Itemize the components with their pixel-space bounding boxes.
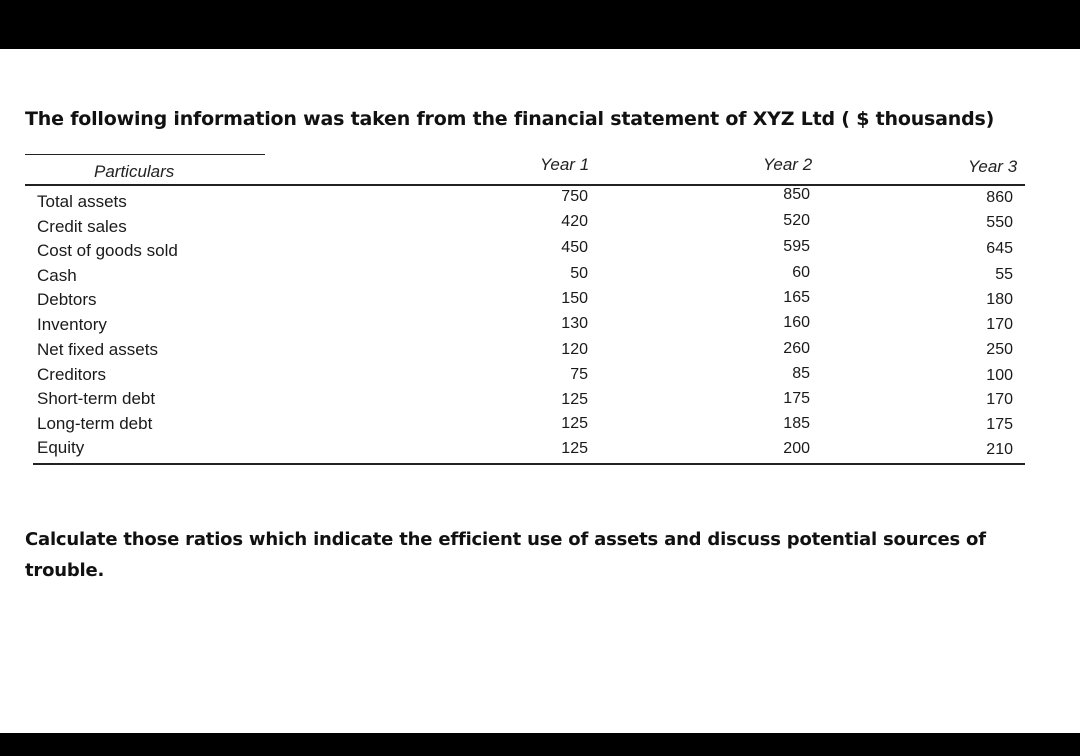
cell-year-2: 185	[783, 415, 810, 432]
cell-year-3: 645	[986, 240, 1013, 257]
cell-year-1: 125	[561, 415, 588, 432]
row-label: Total assets	[37, 192, 127, 211]
cell-year-3: 55	[995, 266, 1013, 283]
row-label: Long-term debt	[37, 414, 153, 433]
row-label: Short-term debt	[37, 389, 156, 408]
cell-year-1: 125	[561, 391, 588, 408]
row-label: Net fixed assets	[37, 340, 158, 359]
cell-year-3: 100	[986, 367, 1013, 384]
cell-year-3: 860	[986, 189, 1013, 206]
cell-year-2: 850	[783, 186, 810, 203]
cell-year-2: 165	[783, 289, 810, 306]
cell-year-2: 85	[792, 365, 810, 382]
cell-year-2: 160	[783, 314, 810, 331]
cell-year-3: 170	[986, 391, 1013, 408]
row-label: Debtors	[37, 290, 97, 309]
cell-year-1: 150	[561, 290, 588, 307]
cell-year-1: 130	[561, 315, 588, 332]
cell-year-2: 175	[783, 390, 810, 407]
cell-year-3: 175	[986, 416, 1013, 433]
question-text: Calculate those ratios which indicate the efficient use of assets and discuss potential sources of trouble.	[25, 529, 986, 581]
cell-year-3: 180	[986, 291, 1013, 308]
row-label: Inventory	[37, 315, 107, 334]
cell-year-1: 120	[561, 341, 588, 358]
column-header-year-3: Year 3	[968, 157, 1018, 176]
top-letterbox-bar	[0, 0, 1080, 49]
cell-year-1: 50	[570, 265, 588, 282]
cell-year-3: 210	[986, 441, 1013, 458]
row-label: Cash	[37, 266, 77, 285]
cell-year-1: 450	[561, 239, 588, 256]
row-label: Cost of goods sold	[37, 241, 178, 260]
row-label: Creditors	[37, 365, 106, 384]
document-heading: The following information was taken from the financial statement of XYZ Ltd ( $ thousands)	[25, 108, 995, 130]
cell-year-3: 170	[986, 316, 1013, 333]
cell-year-2: 520	[783, 212, 810, 229]
row-label: Credit sales	[37, 217, 127, 236]
table-top-rule	[25, 154, 265, 155]
cell-year-2: 260	[783, 340, 810, 357]
column-header-year-1: Year 1	[540, 155, 590, 174]
cell-year-1: 125	[561, 440, 588, 457]
cell-year-1: 420	[561, 213, 588, 230]
cell-year-3: 250	[986, 341, 1013, 358]
row-label: Equity	[37, 438, 85, 457]
cell-year-1: 750	[561, 188, 588, 205]
cell-year-3: 550	[986, 214, 1013, 231]
cell-year-1: 75	[570, 366, 588, 383]
cell-year-2: 595	[783, 238, 810, 255]
table-bottom-rule	[33, 463, 1025, 465]
column-header-year-2: Year 2	[763, 155, 813, 174]
bottom-letterbox-bar	[0, 733, 1080, 756]
column-header-particulars: Particulars	[94, 162, 175, 181]
cell-year-2: 200	[783, 440, 810, 457]
table-header-rule	[25, 184, 1025, 186]
cell-year-2: 60	[792, 264, 810, 281]
